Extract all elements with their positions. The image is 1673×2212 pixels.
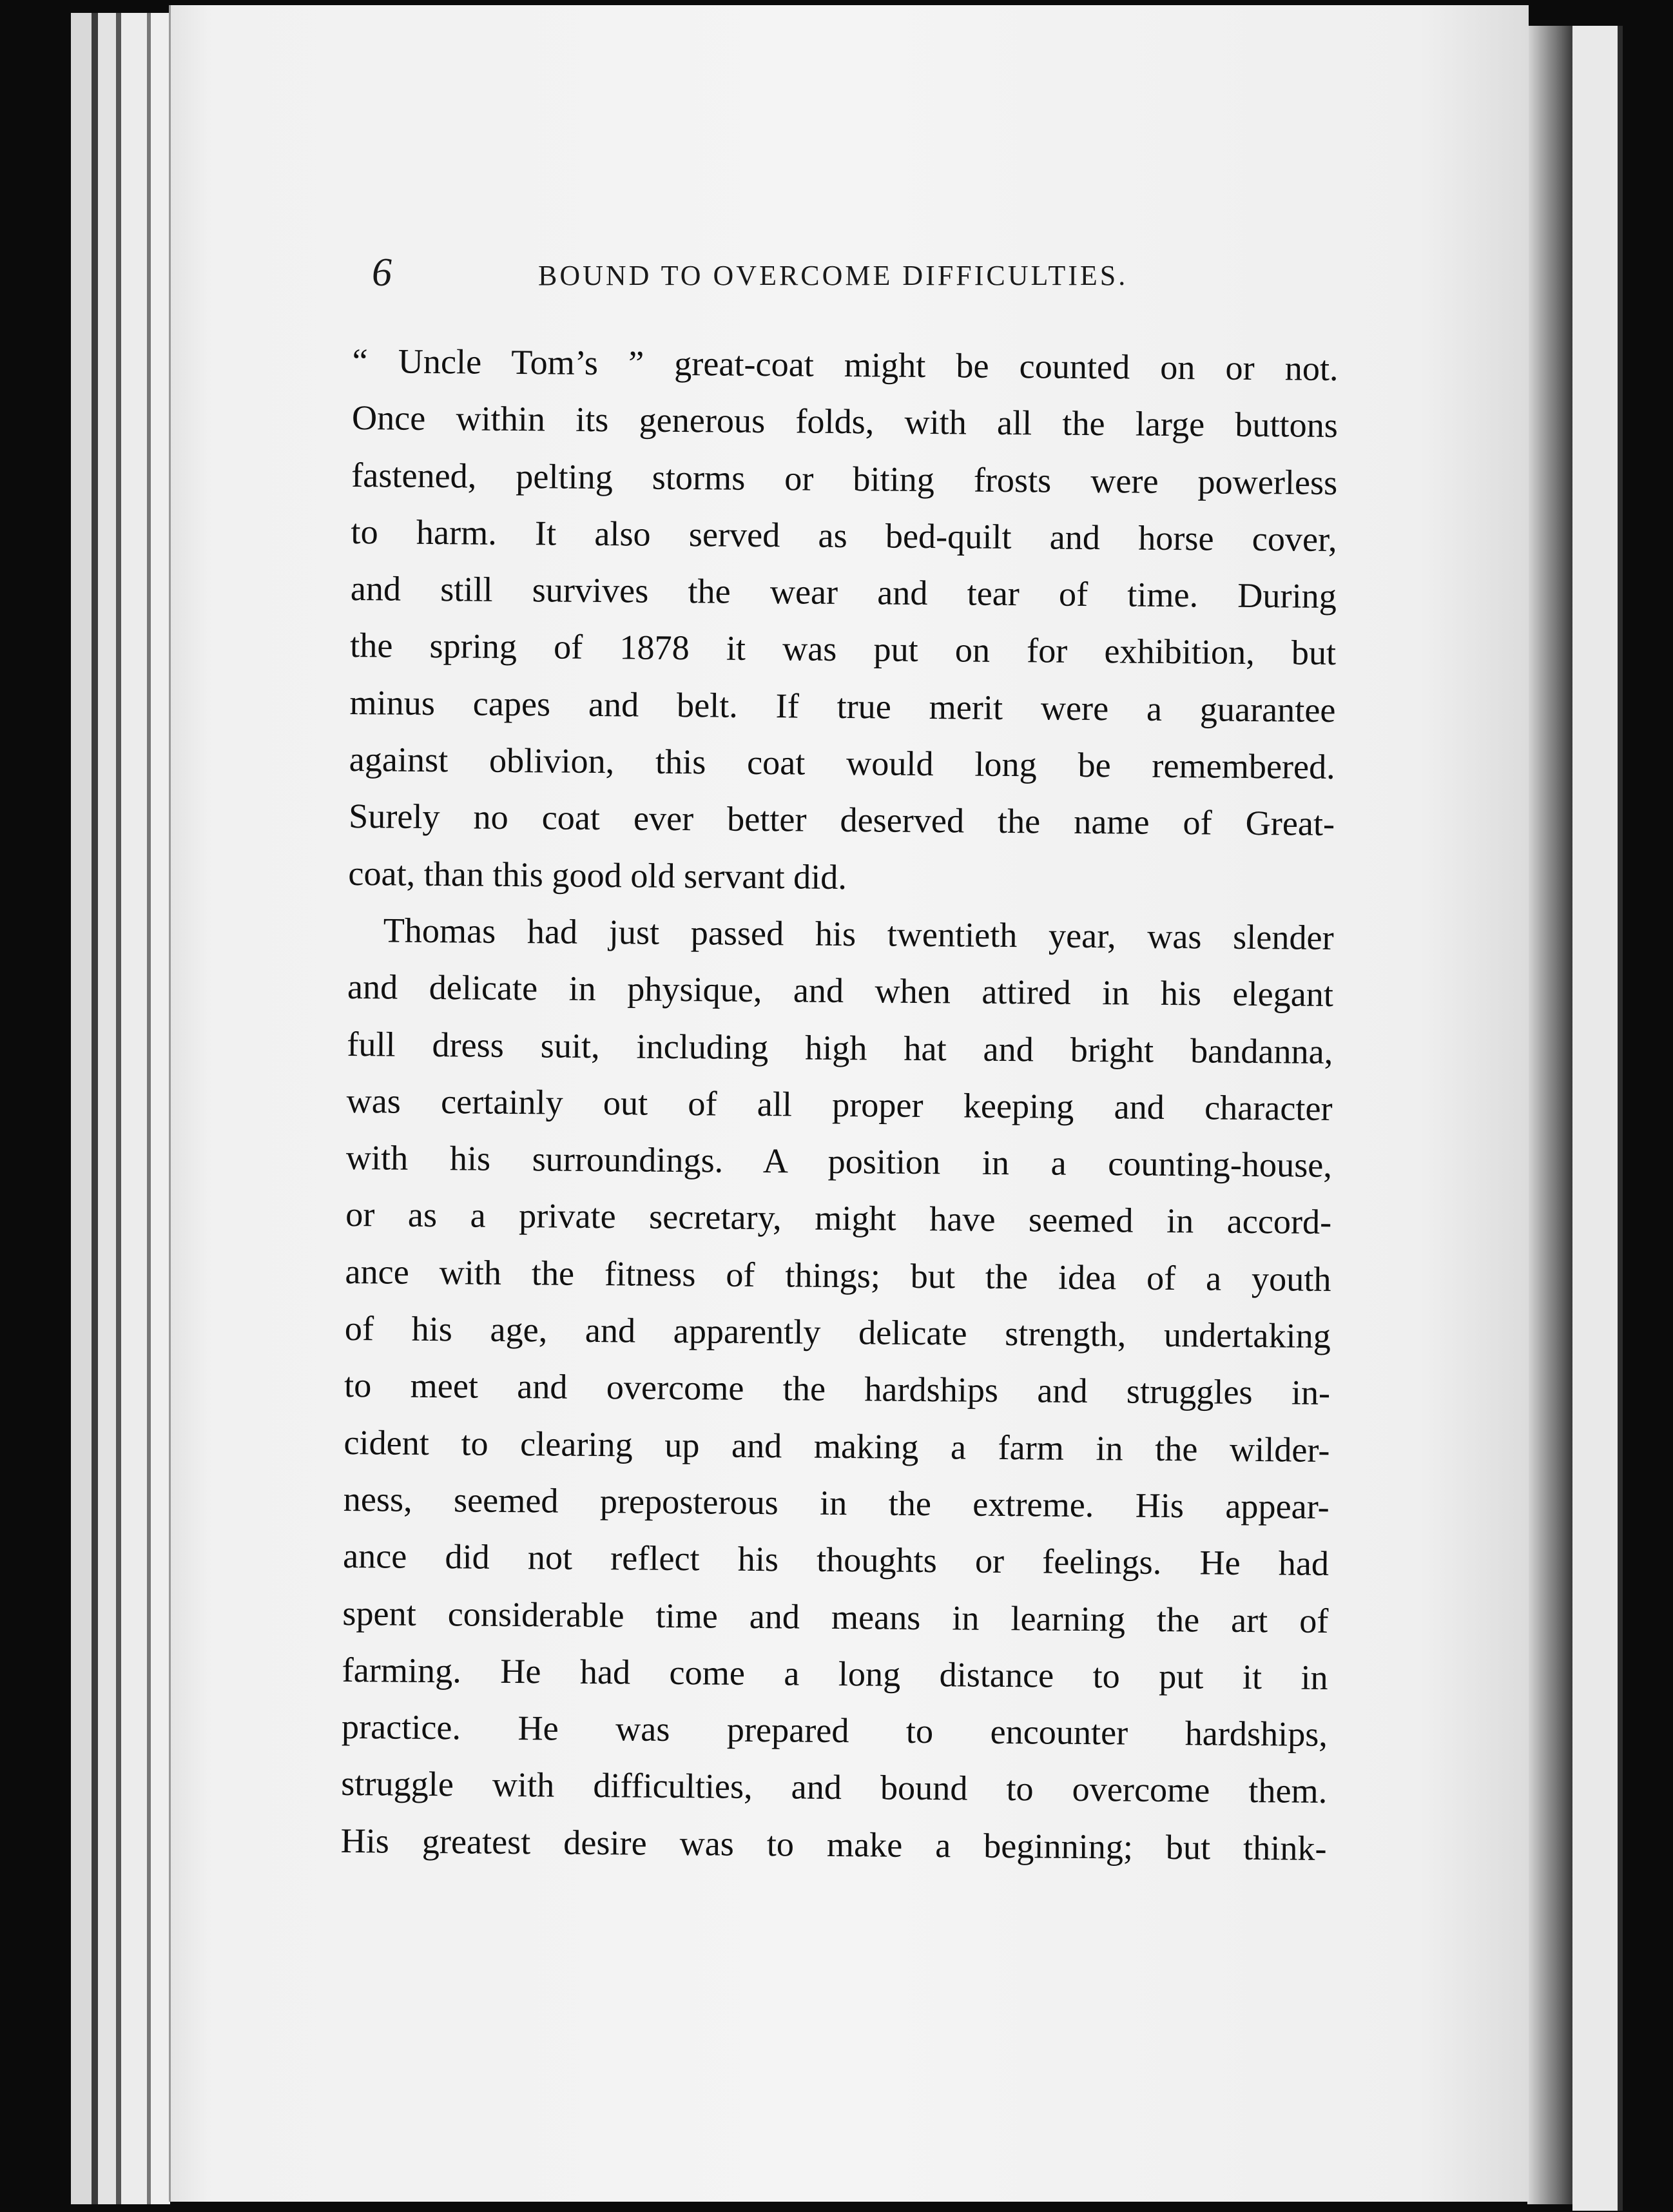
- text-line: against oblivion, this coat would long be remembered.: [349, 740, 1335, 787]
- text-line: full dress suit, including high hat and bright bandanna,: [347, 1024, 1333, 1071]
- text-line: “ Uncle Tom’s ” great-coat might be counted on or not.: [352, 341, 1339, 389]
- text-line: His greatest desire was to make a beginning; but think-: [340, 1821, 1327, 1868]
- book-page-edge: [116, 13, 121, 2204]
- text-line: practice. He was prepared to encounter hardships,: [341, 1707, 1328, 1754]
- adjacent-page-sliver: [1572, 26, 1618, 2211]
- body-text: [340, 333, 1339, 1877]
- text-line: to meet and overcome the hardships and struggles in-: [343, 1366, 1331, 1413]
- text-line: and delicate in physique, and when attired in his elegant: [347, 967, 1334, 1014]
- paragraph: [348, 333, 1339, 909]
- text-line: spent considerable time and means in learning the art of: [342, 1593, 1329, 1640]
- text-line: minus capes and belt. If true merit were a guarantee: [349, 683, 1336, 730]
- book-page-edge: [151, 13, 170, 2204]
- text-line: ance with the fitness of things; but the idea of a youth: [345, 1252, 1331, 1299]
- text-line: was certainly out of all proper keeping and character: [346, 1081, 1333, 1128]
- text-line: Once within its generous folds, with all the large buttons: [351, 398, 1339, 445]
- binding-gutter: [1527, 26, 1572, 2204]
- text-line: cident to clearing up and making a farm in the wilder-: [343, 1422, 1330, 1470]
- text-line: farming. He had come a long distance to put it in: [342, 1650, 1328, 1697]
- page-bottom-margin: [171, 2195, 1529, 2202]
- book-page-edge: [121, 13, 147, 2204]
- book-page: [169, 5, 1529, 2202]
- running-title: BOUND TO OVERCOME DIFFICULTIES.: [538, 260, 1128, 291]
- text-line: fastened, pelting storms or biting frosts were powerless: [351, 455, 1338, 502]
- text-line: Thomas had just passed his twentieth year, was slender: [383, 911, 1334, 957]
- text-line: ness, seemed preposterous in the extreme. His appear-: [343, 1479, 1330, 1526]
- text-line: with his surroundings. A position in a counting-house,: [345, 1138, 1333, 1185]
- text-line: to harm. It also served as bed-quilt and horse cover,: [351, 512, 1337, 559]
- adjacent-page-edge: [1618, 26, 1623, 2211]
- text-line: of his age, and apparently delicate strength, undertaking: [344, 1309, 1331, 1356]
- paragraph: [340, 902, 1334, 1877]
- text-line: struggle with difficulties, and bound to overcome them.: [341, 1764, 1328, 1811]
- text-line: Surely no coat ever better deserved the name of Great-: [348, 797, 1335, 844]
- text-line: coat, than this good old servant did.: [348, 853, 847, 897]
- page-number: 6: [372, 251, 392, 295]
- text-line: and still survives the wear and tear of time. During: [350, 569, 1337, 616]
- book-page-edge: [71, 13, 92, 2204]
- book-page-edge: [92, 13, 98, 2204]
- text-line: ance did not reflect his thoughts or feelings. He had: [342, 1537, 1330, 1584]
- book-page-edge: [98, 13, 116, 2204]
- text-line: or as a private secretary, might have seemed in accord-: [345, 1195, 1332, 1242]
- text-line: the spring of 1878 it was put on for exhibition, but: [349, 626, 1337, 673]
